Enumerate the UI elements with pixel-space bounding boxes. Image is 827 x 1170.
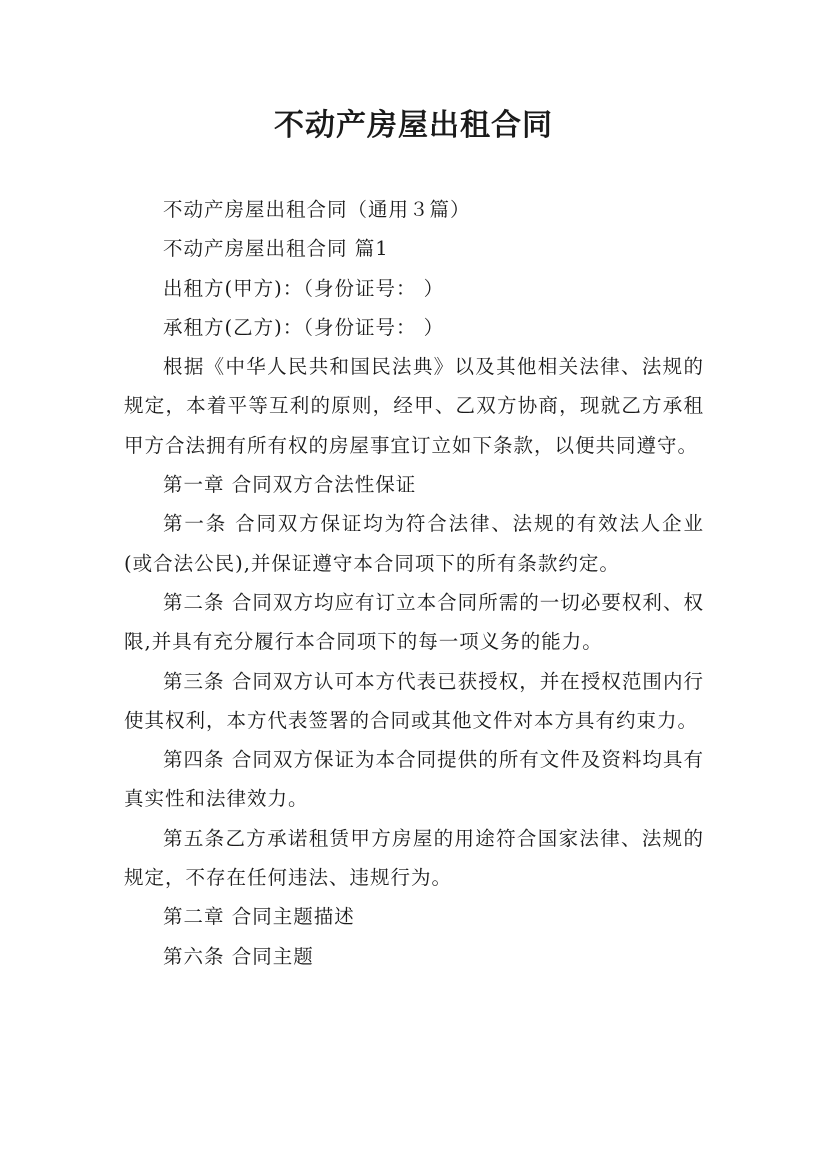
article-5: 第五条乙方承诺租赁甲方房屋的用途符合国家法律、法规的规定，不存在任何违法、违规行为。 [124, 826, 704, 890]
article-6: 第六条 合同主题 [163, 944, 314, 968]
article-4: 第四条 合同双方保证为本合同提供的所有文件及资料均具有真实性和法律效力。 [124, 748, 704, 811]
paragraph-lessee: 承租方(乙方)：（身份证号： ） [163, 315, 445, 339]
article-1: 第一条 合同双方保证均为符合法律、法规的有效法人企业(或合法公民),并保证遵守本合同项下的所有条款约定。 [124, 512, 704, 575]
document-body [124, 190, 704, 976]
article-2: 第二条 合同双方均应有订立本合同所需的一切必要权利、权限,并具有充分履行本合同项下的每一项义务的能力。 [124, 590, 704, 654]
chapter-1-heading: 第一章 合同双方合法性保证 [163, 473, 417, 497]
paragraph-collection-title: 不动产房屋出租合同（通用３篇） [163, 198, 471, 221]
paragraph-lessor: 出租方(甲方)：（身份证号： ） [163, 276, 445, 300]
document-title: 不动产房屋出租合同 [274, 108, 553, 143]
paragraph-contract-heading: 不动产房屋出租合同 篇1 [163, 237, 389, 261]
paragraph-preamble: 根据《中华人民共和国民法典》以及其他相关法律、法规的规定，本着平等互利的原则，经甲、乙双方协商，现就乙方承租甲方合法拥有所有权的房屋事宜订立如下条款，以便共同遵守。 [124, 355, 704, 457]
chapter-2-heading: 第二章 合同主题描述 [163, 905, 355, 929]
article-3: 第三条 合同双方认可本方代表已获授权，并在授权范围内行使其权利，本方代表签署的合同或其他文件对本方具有约束力。 [124, 669, 704, 732]
